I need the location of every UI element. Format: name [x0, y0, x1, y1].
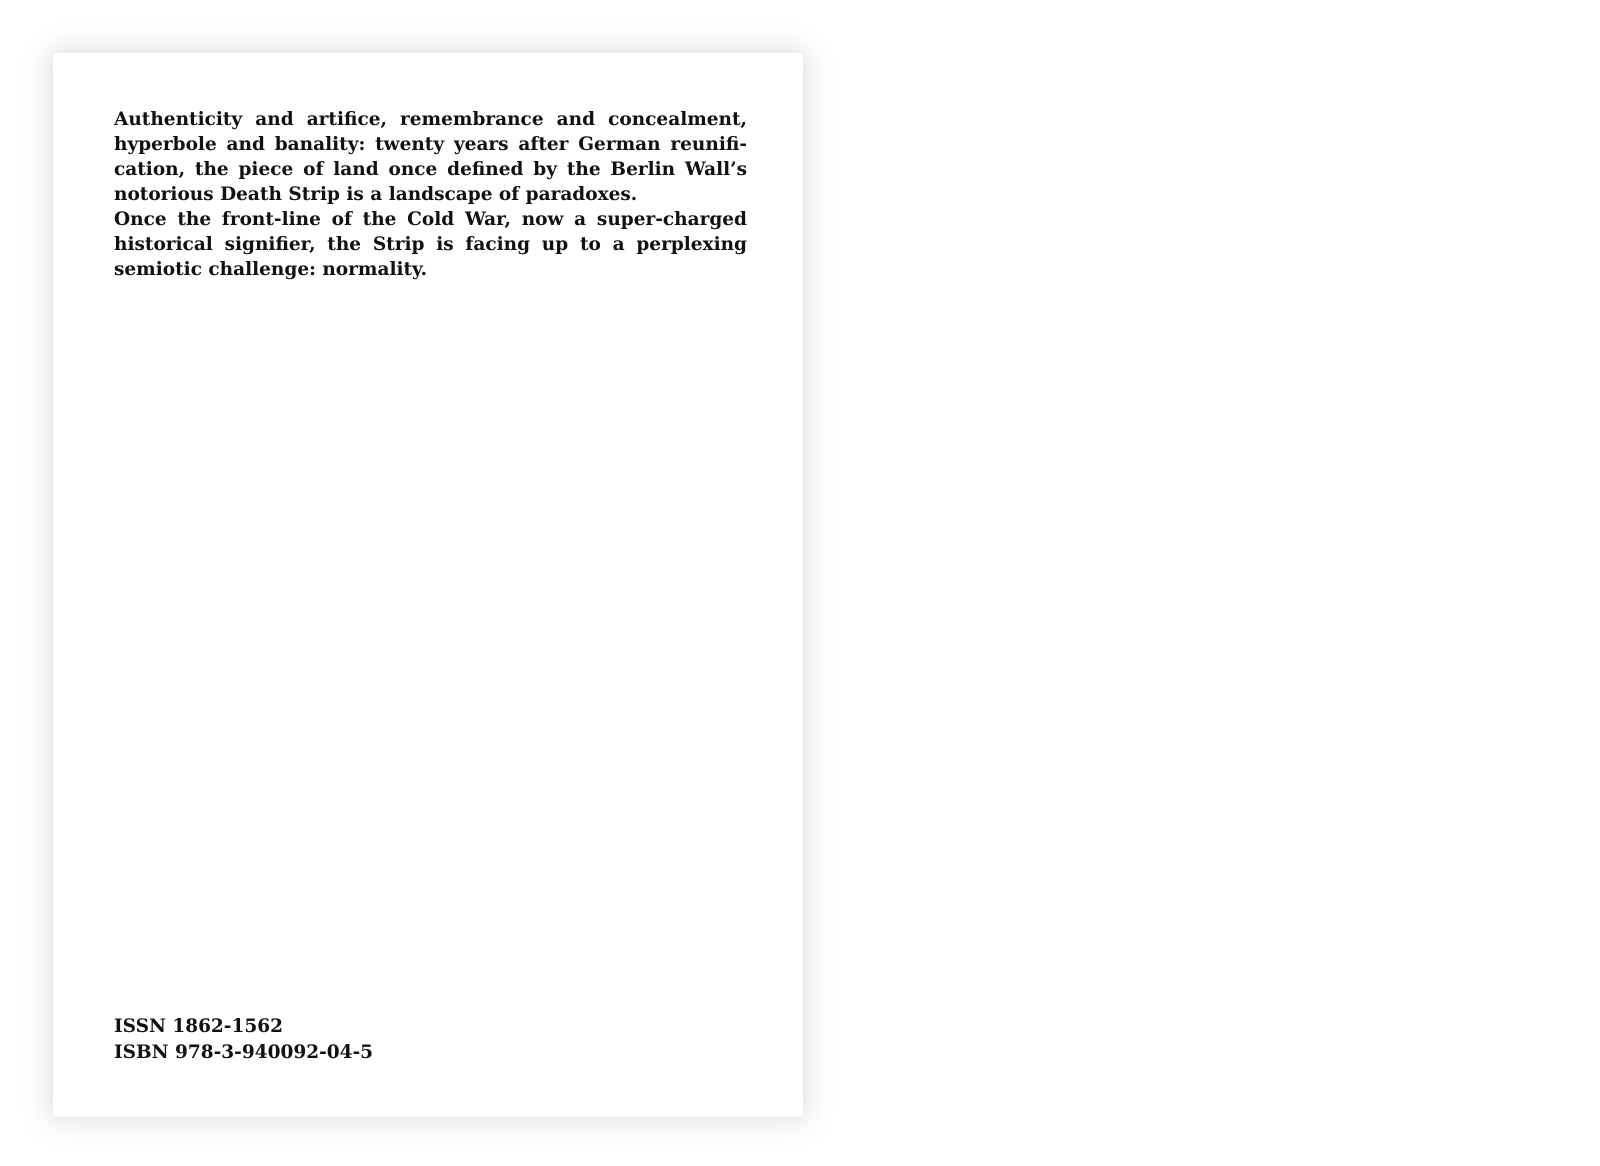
- issn-number: ISSN 1862-1562: [114, 1016, 283, 1037]
- back-cover-page: [53, 53, 803, 1117]
- isbn-number: ISBN 978-3-940092-04-5: [114, 1042, 374, 1063]
- publication-codes: [114, 1014, 373, 1066]
- blurb-text: [114, 107, 747, 282]
- blurb-paragraph-1: Authenticity and artifice, remembrance and concealment, hyperbole and banality: twenty years after German reunification, the piece of land once defined by the Berlin Wall’s notorious Death Strip is a landscape of paradoxes.: [114, 109, 747, 205]
- blurb-paragraph-2: Once the front-line of the Cold War, now a super-charged historical signifier, the Strip is facing up to a perplexing semiotic challenge: normality.: [114, 209, 747, 280]
